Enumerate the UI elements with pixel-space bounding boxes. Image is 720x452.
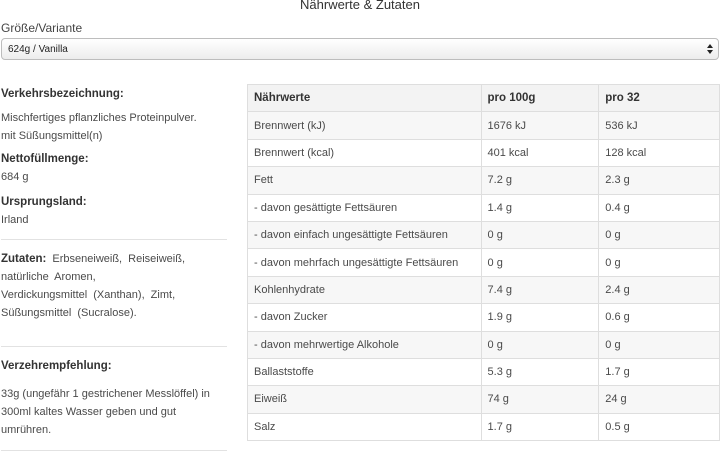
zutaten-line4: Süßungsmittel (Sucralose). (1, 307, 137, 319)
value-per-portion: 0 g (599, 331, 720, 358)
table-row (248, 386, 720, 413)
zutaten-line2: natürliche Aromen, (1, 271, 96, 283)
select-arrows-icon (706, 42, 714, 56)
value-per-portion: 0 g (599, 221, 720, 248)
table-row (248, 139, 720, 166)
header-naehrwerte: Nährwerte (248, 85, 482, 112)
verkehrsbezeichnung-line2: mit Süßungsmittel(n) (1, 130, 103, 142)
nutrient-name: - davon mehrfach ungesättigte Fettsäuren (248, 249, 482, 276)
value-per-portion: 128 kcal (599, 139, 720, 166)
value-per-100g: 1.9 g (481, 304, 599, 331)
value-per-portion: 0.4 g (599, 194, 720, 221)
nutrient-name: Fett (248, 167, 482, 194)
value-per-portion: 1.7 g (599, 358, 720, 385)
zutaten-text-1: Erbseneiweiß, Reiseiweiß, (52, 253, 186, 265)
value-per-portion: 0.5 g (599, 413, 720, 440)
nutrition-table (247, 84, 720, 441)
divider (1, 450, 227, 451)
divider (1, 346, 227, 347)
nutrient-name: - davon mehrwertige Alkohole (248, 331, 482, 358)
value-per-100g: 7.4 g (481, 276, 599, 303)
verzehr-line3: umrühren. (1, 424, 52, 436)
value-per-portion: 0 g (599, 249, 720, 276)
table-row (248, 304, 720, 331)
verzehr-line1: 33g (ungefähr 1 gestrichener Messlöffel) in (1, 388, 210, 400)
value-per-100g: 1.7 g (481, 413, 599, 440)
value-per-portion: 536 kJ (599, 112, 720, 139)
value-per-100g: 7.2 g (481, 167, 599, 194)
variant-select[interactable] (1, 38, 719, 60)
value-per-100g: 0 g (481, 221, 599, 248)
table-header-row (248, 85, 720, 112)
table-row (248, 112, 720, 139)
divider (1, 239, 227, 240)
nutrient-name: - davon gesättigte Fettsäuren (248, 194, 482, 221)
value-per-portion: 24 g (599, 386, 720, 413)
value-per-100g: 1676 kJ (481, 112, 599, 139)
value-per-100g: 0 g (481, 331, 599, 358)
verkehrsbezeichnung-heading: Verkehrsbezeichnung: (1, 88, 124, 100)
value-per-portion: 2.3 g (599, 167, 720, 194)
table-row (248, 358, 720, 385)
nutrient-name: Brennwert (kJ) (248, 112, 482, 139)
page-title: Nährwerte & Zutaten (300, 0, 420, 12)
ursprungsland-value: Irland (1, 214, 29, 226)
value-per-100g: 1.4 g (481, 194, 599, 221)
table-row (248, 413, 720, 440)
table-row (248, 221, 720, 248)
nutrient-name: Eiweiß (248, 386, 482, 413)
verkehrsbezeichnung-line1: Mischfertiges pflanzliches Proteinpulver. (1, 112, 197, 124)
zutaten-line3: Verdickungsmittel (Xanthan), Zimt, (1, 289, 176, 301)
product-info (1, 84, 229, 451)
nutrient-name: Kohlenhydrate (248, 276, 482, 303)
value-per-100g: 74 g (481, 386, 599, 413)
nutrient-name: - davon einfach ungesättigte Fettsäuren (248, 221, 482, 248)
header-pro-portion: pro 32 (599, 85, 720, 112)
value-per-100g: 5.3 g (481, 358, 599, 385)
verzehr-heading: Verzehrempfehlung: (1, 360, 112, 372)
table-row (248, 194, 720, 221)
nutrient-name: Brennwert (kcal) (248, 139, 482, 166)
value-per-100g: 0 g (481, 249, 599, 276)
header-pro-100g: pro 100g (481, 85, 599, 112)
nutrient-name: Salz (248, 413, 482, 440)
nutrition-table-wrapper (247, 84, 720, 441)
value-per-100g: 401 kcal (481, 139, 599, 166)
table-row (248, 276, 720, 303)
zutaten-heading: Zutaten: (1, 253, 47, 265)
table-row (248, 331, 720, 358)
table-row (248, 167, 720, 194)
verzehr-line2: 300ml kaltes Wasser geben und gut (1, 406, 177, 418)
nutrient-name: - davon Zucker (248, 304, 482, 331)
nutrient-name: Ballaststoffe (248, 358, 482, 385)
variant-selected-value: 624g / Vanilla (8, 44, 68, 55)
nettofuellmenge-heading: Nettofüllmenge: (1, 153, 89, 165)
ursprungsland-heading: Ursprungsland: (1, 196, 87, 208)
value-per-portion: 0.6 g (599, 304, 720, 331)
value-per-portion: 2.4 g (599, 276, 720, 303)
table-row (248, 249, 720, 276)
nettofuellmenge-value: 684 g (1, 171, 29, 183)
zutaten-line1 (1, 250, 229, 268)
variant-label: Größe/Variante (1, 21, 83, 35)
